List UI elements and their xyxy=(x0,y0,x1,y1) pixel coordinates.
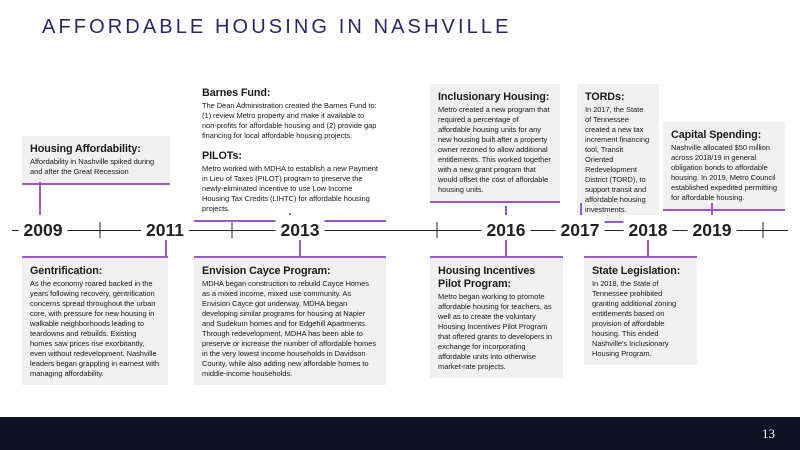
page-title: AFFORDABLE HOUSING IN NASHVILLE xyxy=(42,16,512,38)
timeline-card-housing-affordability xyxy=(22,136,170,185)
card-body-secondary: Metro worked with MDHA to establish a new Payment in Lieu of Taxes (PILOT) program to preserve the newly-eliminated incentive to use Low Income Housing Tax Credits (LIHTC) for affordable housing projects. xyxy=(202,164,378,214)
card-heading: Housing Incentives Pilot Program: xyxy=(438,265,536,291)
timeline-card-barnes-fund xyxy=(194,80,386,222)
axis-year-2019: 2019 xyxy=(688,215,737,245)
axis-year-2016: 2016 xyxy=(482,215,531,245)
timeline-card-inclusionary-housing xyxy=(430,84,560,203)
axis-year-2018: 2018 xyxy=(624,215,673,245)
timeline-card-capital-spending xyxy=(663,122,785,211)
card-heading: Envision Cayce Program: xyxy=(202,265,331,277)
timeline-axis xyxy=(0,215,800,247)
axis-tick xyxy=(232,222,233,238)
card-heading: Capital Spending: xyxy=(671,129,762,141)
card-body: The Dean Administration created the Barnes Fund to: (1) review Metro property and make it available to non-profits for affordable housing and (2) provide gap financing for local affordable housing projects. xyxy=(202,101,377,141)
connector-gentrification xyxy=(165,240,167,256)
axis-year-2009: 2009 xyxy=(19,215,68,245)
axis-year-2011: 2011 xyxy=(141,215,189,245)
card-heading: Gentrification: xyxy=(30,265,103,277)
card-heading: Barnes Fund: xyxy=(202,87,271,99)
card-heading: Inclusionary Housing: xyxy=(438,91,550,103)
card-heading: Housing Affordability: xyxy=(30,143,141,155)
axis-year-2017: 2017 xyxy=(556,215,605,245)
connector-state-legislation xyxy=(647,240,649,256)
timeline-card-housing-incentives-pilot xyxy=(430,256,563,378)
card-body: Affordability in Nashville spiked during and after the Great Recession xyxy=(30,157,155,177)
card-body: Metro created a new program that required a percentage of affordable housing units for any new housing built after a property owner rezoned to allow additional entitlements. This worked together with a new grant program that would offset the cost of affordable housing units. xyxy=(438,105,551,194)
connector-housing-incentives-pilot xyxy=(505,240,507,256)
card-heading: State Legislation: xyxy=(592,265,681,277)
axis-tick xyxy=(763,222,764,238)
card-heading: TORDs: xyxy=(585,91,625,103)
timeline-card-state-legislation xyxy=(584,256,697,365)
page-number: 13 xyxy=(762,426,775,441)
axis-year-2013: 2013 xyxy=(276,215,325,245)
card-body: In 2017, the State of Tennessee created a new tax increment financing tool, Transit Oriented Redevelopment District (TORD), to support transit and affordable housing investments. xyxy=(585,105,650,214)
card-body: Metro began working to promote affordable housing for teachers, as well as to create the voluntary Housing Incentives Pilot Program that offered grants to developers in exchange for incorporating affordable units into otherwise market-rate projects. xyxy=(438,292,552,372)
axis-tick xyxy=(100,222,101,238)
connector-envision-cayce xyxy=(299,240,301,256)
timeline-card-gentrification xyxy=(22,256,168,385)
card-body: As the economy roared backed in the years following recovery, gentrification concerns spread throughout the urban core, with pressure for new housing in walkable neighborhoods leading to teardowns and rebuilds. Existing homes saw prices rise exorbitantly, even without redevelopment. Nashville leaders began grappling in earnest with managing affordability. xyxy=(30,279,159,378)
axis-tick xyxy=(437,222,438,238)
timeline-card-tords xyxy=(577,84,659,223)
footer-band xyxy=(0,417,800,450)
card-body: Nashville allocated $50 million across 2018/19 in general obligation bonds to affordable housing. In 2019, Metro Council established expedited permitting for affordable housing. xyxy=(671,143,777,203)
card-body: MDHA began construction to rebuild Cayce Homes as a mixed income, mixed use community. As Envision Cayce got underway, MDHA began developing similar programs for housing at Napier and Sudekum homes and for Edgehill Apartments. Through redevelopment, MDHA has been able to preserve or increase the number of affordable homes in the very lowest income households in Davidson County, while also adding new affordable homes to middle-income households. xyxy=(202,279,377,378)
timeline-card-envision-cayce xyxy=(194,256,386,385)
card-body: In 2018, the State of Tennessee prohibited granting additional zoning entitlements based on provision of affordable housing. This ended Nashville's Inclusionary Housing Program. xyxy=(592,279,677,358)
card-heading-secondary: PILOTs: xyxy=(202,150,242,163)
